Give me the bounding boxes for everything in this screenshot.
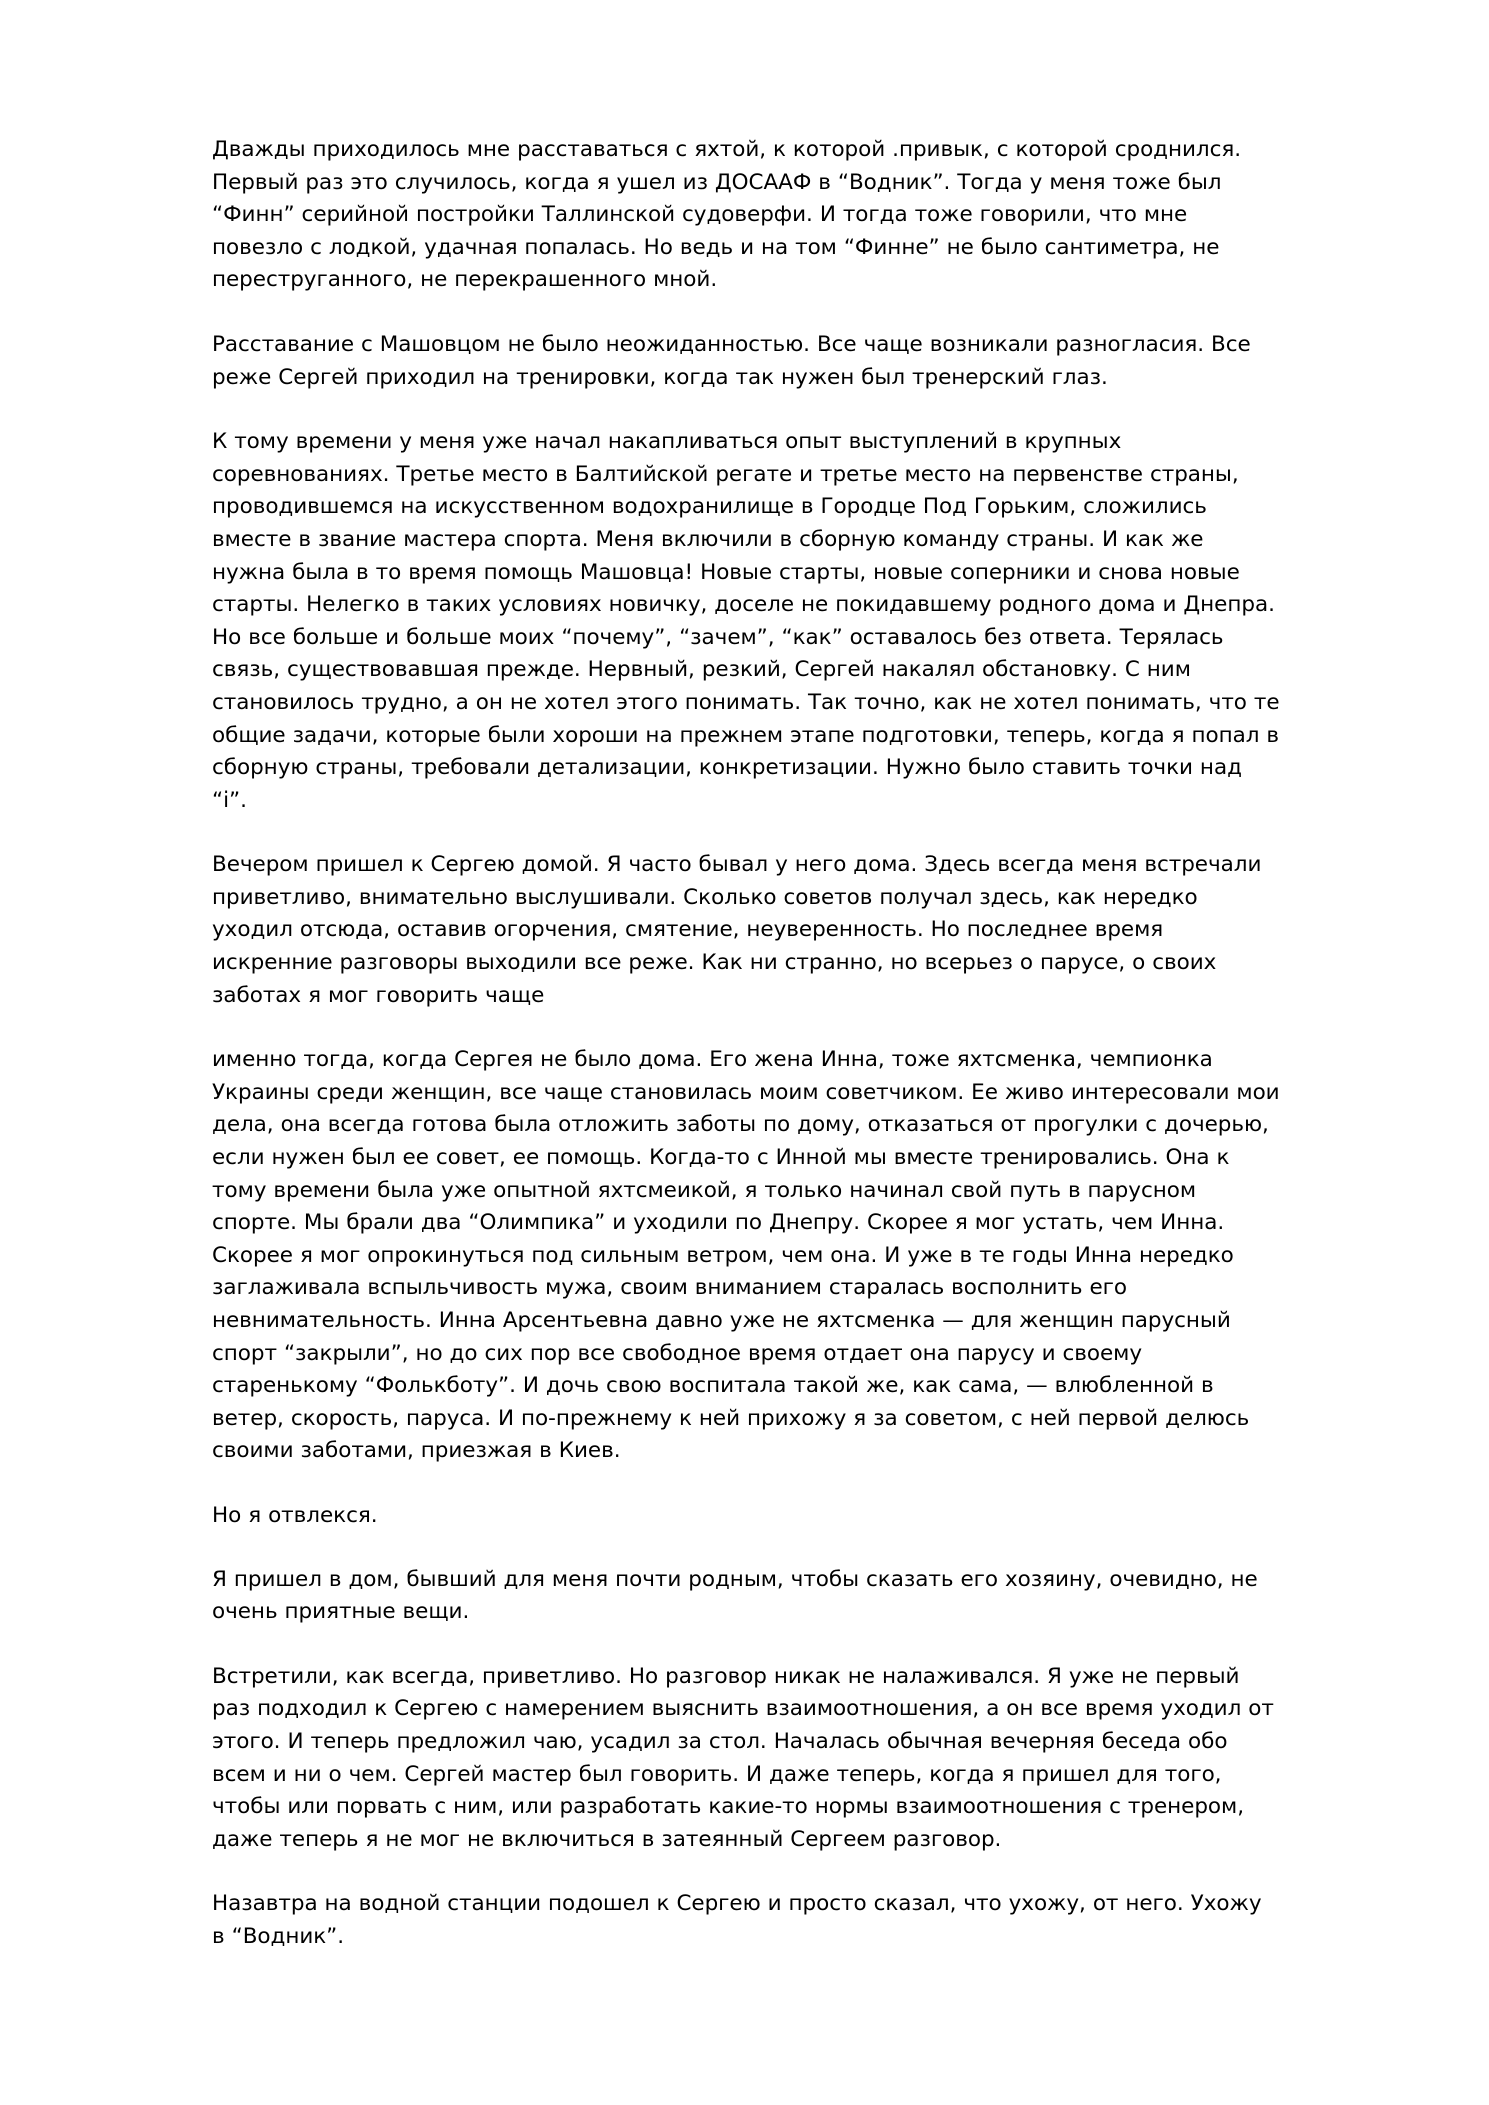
paragraph-2: Расставание с Машовцом не было неожиданностью. Все чаще возникали разногласия. Все реже Сергей приходил на тренировки, когда так нужен был тренерский глаз. (212, 331, 1251, 390)
paragraph-1: Дважды приходилось мне расставаться с яхтой, к которой .привык, с которой сроднился. Первый раз это случилось, когда я ушел из ДОСААФ в “Водник”. Тогда у меня тоже был “Финн” серийной постройки Таллинской судоверфи. И тогда тоже говорили, что мне повезло с лодкой, удачная попалась. Но ведь и на том “Финне” не было сантиметра, не переструганного, не перекрашенного мной. (212, 137, 1242, 293)
paragraph-9: Назавтра на водной станции подошел к Сергею и просто сказал, что ухожу, от него. Ухожу в “Водник”. (212, 1891, 1262, 1949)
paragraph-7: Я пришел в дом, бывший для меня почти родным, чтобы сказать его хозяину, очевидно, не очень приятные вещи. (212, 1566, 1258, 1625)
paragraph-5: именно тогда, когда Сергея не было дома. Его жена Инна, тоже яхтсменка, чемпионка Украины среди женщин, все чаще становилась моим советчиком. Ее живо интересовали мои дела, она всегда готова была отложить заботы по дому, отказаться от прогулки с дочерью, если нужен был ее совет, ее помощь. Когда-то с Инной мы вместе тренировались. Она к тому времени была уже опытной яхтсмеикой, я только начинал свой путь в парусном спорте. Мы брали два “Олимпика” и уходили по Днепру. Скорее я мог устать, чем Инна. Скорее я мог опрокинуться под сильным ветром, чем она. И уже в те годы Инна нередко заглаживала вспыльчивость мужа, своим вниманием старалась восполнить его невнимательность. Инна Арсентьевна давно уже не яхтсменка — для женщин парусный спорт “закрыли”, но до сих пор все свободное время отдает она парусу и своему старенькому “Фолькботу”. И дочь свою воспитала такой же, как сама, — влюбленной в ветер, скорость, паруса. И по-прежнему к ней прихожу я за советом, с ней первой делюсь своими заботами, приезжая в Киев. (212, 1047, 1280, 1464)
paragraph-8: Встретили, как всегда, приветливо. Но разговор никак не налаживался. Я уже не первый раз подходил к Сергею с намерением выяснить взаимоотношения, а он все время уходил от этого. И теперь предложил чаю, усадил за стол. Началась обычная вечерняя беседа обо всем и ни о чем. Сергей мастер был говорить. И даже теперь, когда я пришел для того, чтобы или порвать с ним, или разработать какие-то нормы взаимоотношения с тренером, даже теперь я не мог не включиться в затеянный Сергеем разговор. (212, 1663, 1274, 1852)
paragraph-4: Вечером пришел к Сергею домой. Я часто бывал у него дома. Здесь всегда меня встречали приветливо, внимательно выслушивали. Сколько советов получал здесь, как нередко уходил отсюда, оставив огорчения, смятение, неуверенность. Но последнее время искренние разговоры выходили все реже. Как ни странно, но всерьез о парусе, о своих заботах я мог говорить чаще (212, 852, 1262, 1008)
body-text-column (212, 134, 1280, 1954)
paragraph-6: Но я отвлекся. (212, 1502, 378, 1528)
paragraph-3: К тому времени у меня уже начал накапливаться опыт выступлений в крупных соревнованиях. Третье место в Балтийской регате и третье место на первенстве страны, проводившемся на искусственном водохранилище в Городце Под Горьким, сложились вместе в звание мастера спорта. Меня включили в сборную команду страны. И как же нужна была в то время помощь Машовца! Новые старты, новые соперники и снова новые старты. Нелегко в таких условиях новичку, доселе не покидавшему родного дома и Днепра. Но все больше и больше моих “почему”, “зачем”, “как” оставалось без ответа. Терялась связь, существовавшая прежде. Нервный, резкий, Сергей накалял обстановку. С ним становилось трудно, а он не хотел этого понимать. Так точно, как не хотел понимать, что те общие задачи, которые были хороши на прежнем этапе подготовки, теперь, когда я попал в сборную страны, требовали детализации, конкретизации. Нужно было ставить точки над “i”. (212, 429, 1280, 813)
